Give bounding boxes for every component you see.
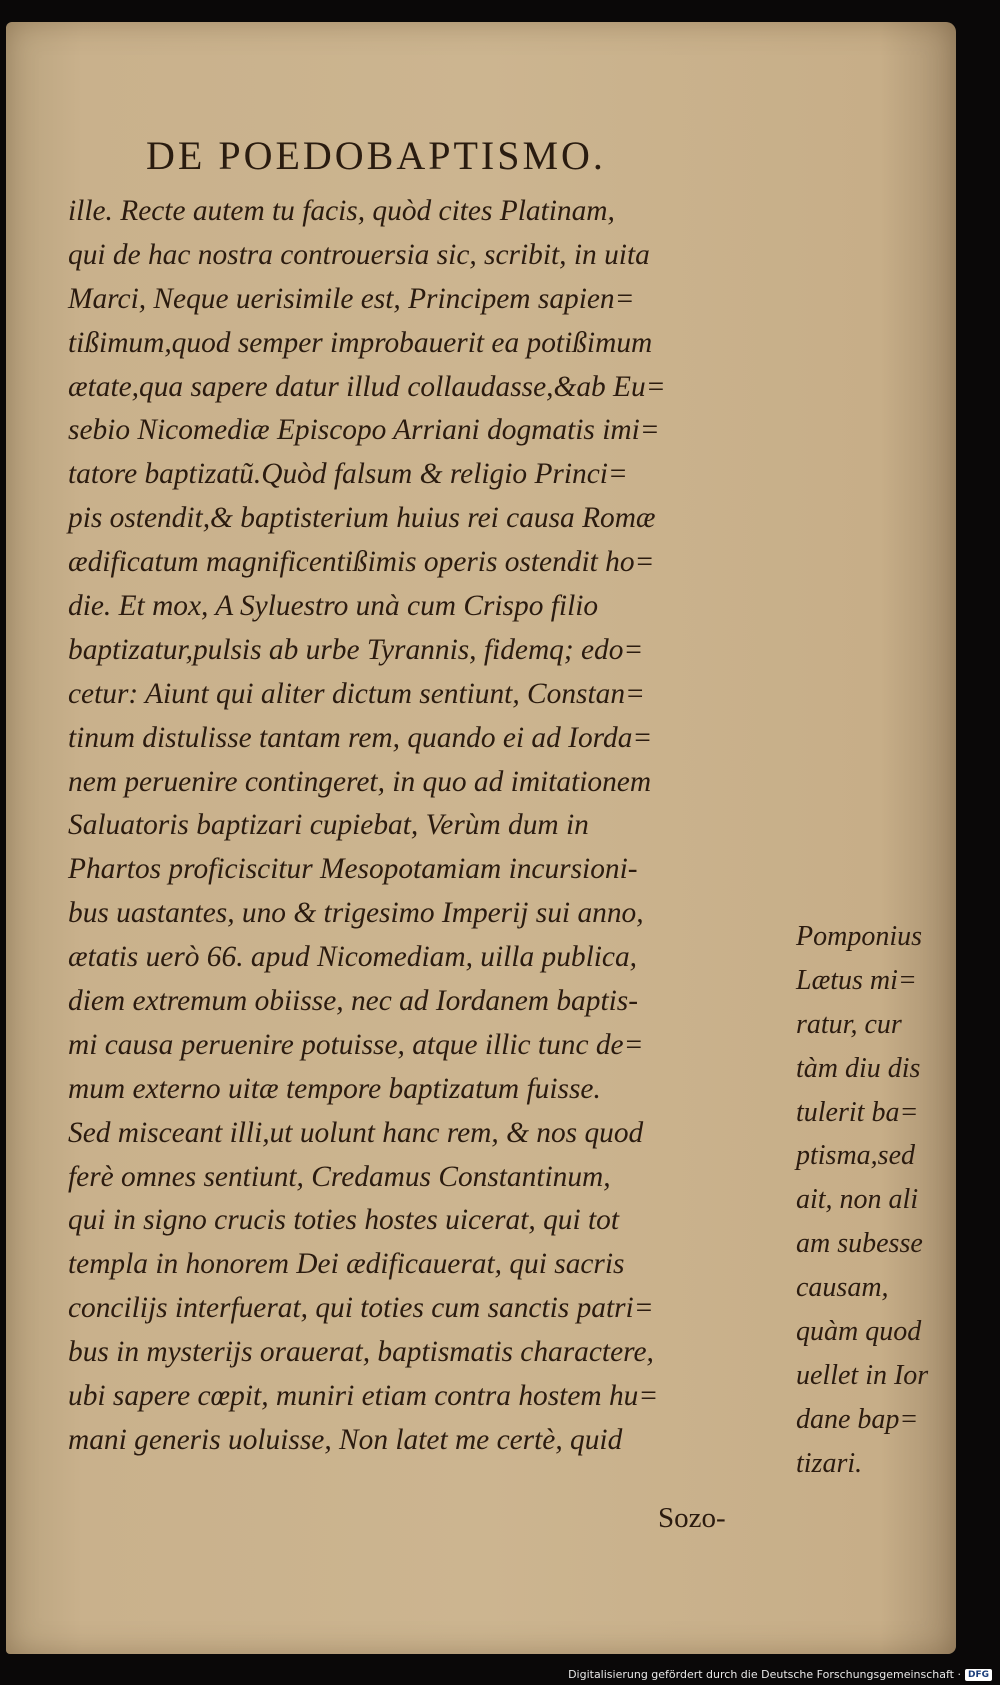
text-line: tatore baptizatũ.Quòd falsum & religio Princi=	[68, 458, 628, 491]
catchword: Sozo-	[658, 1502, 726, 1534]
text-line: Sed misceant illi,ut uolunt hanc rem, & nos quod	[68, 1116, 644, 1149]
text-line: mani generis uoluisse, Non latet me certè, quid	[68, 1423, 623, 1456]
text-line: qui de hac nostra controuersia sic, scribit, in uita	[68, 238, 650, 271]
text-line: bus uastantes, uno & trigesimo Imperij sui anno,	[68, 897, 644, 930]
margin-line: dane bap=	[796, 1403, 919, 1435]
text-line: Saluatoris baptizari cupiebat, Verùm dum in	[68, 809, 589, 842]
text-line: ubi sapere cœpit, muniri etiam contra hostem hu=	[68, 1380, 659, 1413]
margin-line: ratur, cur	[796, 1008, 902, 1040]
book-page	[6, 22, 956, 1654]
margin-line: uellet in Ior	[796, 1359, 929, 1391]
text-line: bus in mysterijs orauerat, baptismatis charactere,	[68, 1336, 654, 1369]
text-line: ætate,qua sapere datur illud collaudasse,&ab Eu=	[68, 370, 666, 403]
margin-line: causam,	[796, 1272, 889, 1304]
text-line: ferè omnes sentiunt, Credamus Constantinum,	[68, 1160, 611, 1193]
text-line: pis ostendit,& baptisterium huius rei causa Romæ	[68, 502, 656, 535]
text-line: baptizatur,pulsis ab urbe Tyrannis, fidemq; edo=	[68, 633, 644, 666]
text-line: tinum distulisse tantam rem, quando ei ad Iorda=	[68, 721, 653, 754]
running-header: DE POEDOBAPTISMO.	[146, 133, 606, 178]
margin-line: quàm quod	[796, 1316, 922, 1348]
text-line: sebio Nicomediæ Episcopo Arriani dogmatis imi=	[68, 414, 660, 447]
text-line: die. Et mox, A Syluestro unà cum Crispo filio	[68, 590, 599, 623]
credit-text: Digitalisierung gefördert durch die Deutsche Forschungsgemeinschaft ·	[568, 1668, 961, 1681]
text-line: cetur: Aiunt qui aliter dictum sentiunt, Constan=	[68, 677, 645, 710]
margin-line: Pomponius	[796, 921, 922, 952]
text-line: Marci, Neque uerisimile est, Principem sapien=	[68, 282, 635, 315]
text-line: ædificatum magnificentißimis operis ostendit ho=	[68, 546, 655, 579]
text-line: tißimum,quod semper improbauerit ea potißimum	[68, 326, 653, 359]
text-line: nem peruenire contingeret, in quo ad imitationem	[68, 765, 652, 798]
margin-line: am subesse	[796, 1228, 923, 1260]
text-line: Phartos proficiscitur Mesopotamiam incursioni-	[68, 853, 638, 886]
text-line: qui in signo crucis toties hostes uicerat, qui tot	[68, 1204, 620, 1237]
marginal-note	[796, 915, 966, 1486]
dfg-logo-icon: DFG	[965, 1669, 992, 1681]
text-line: ætatis uerò 66. apud Nicomediam, uilla publica,	[68, 941, 638, 974]
margin-line: tulerit ba=	[796, 1096, 919, 1128]
margin-line: tàm diu dis	[796, 1052, 921, 1084]
text-line: mum externo uitæ tempore baptizatum fuisse.	[68, 1072, 601, 1105]
main-text-block	[68, 190, 788, 1463]
text-line: ille. Recte autem tu facis, quòd cites Platinam,	[68, 195, 615, 227]
margin-line: ptisma,sed	[796, 1140, 915, 1172]
margin-line: ait, non ali	[796, 1184, 919, 1216]
margin-line: tizari.	[796, 1447, 863, 1479]
text-line: concilijs interfuerat, qui toties cum sanctis patri=	[68, 1292, 654, 1325]
text-line: diem extremum obiisse, nec ad Iordanem baptis-	[68, 985, 639, 1018]
margin-line: Lætus mi=	[796, 964, 917, 996]
text-line: mi causa peruenire potuisse, atque illic tunc de=	[68, 1028, 644, 1061]
text-line: templa in honorem Dei ædificauerat, qui sacris	[68, 1248, 625, 1281]
digitization-credit	[568, 1668, 992, 1681]
